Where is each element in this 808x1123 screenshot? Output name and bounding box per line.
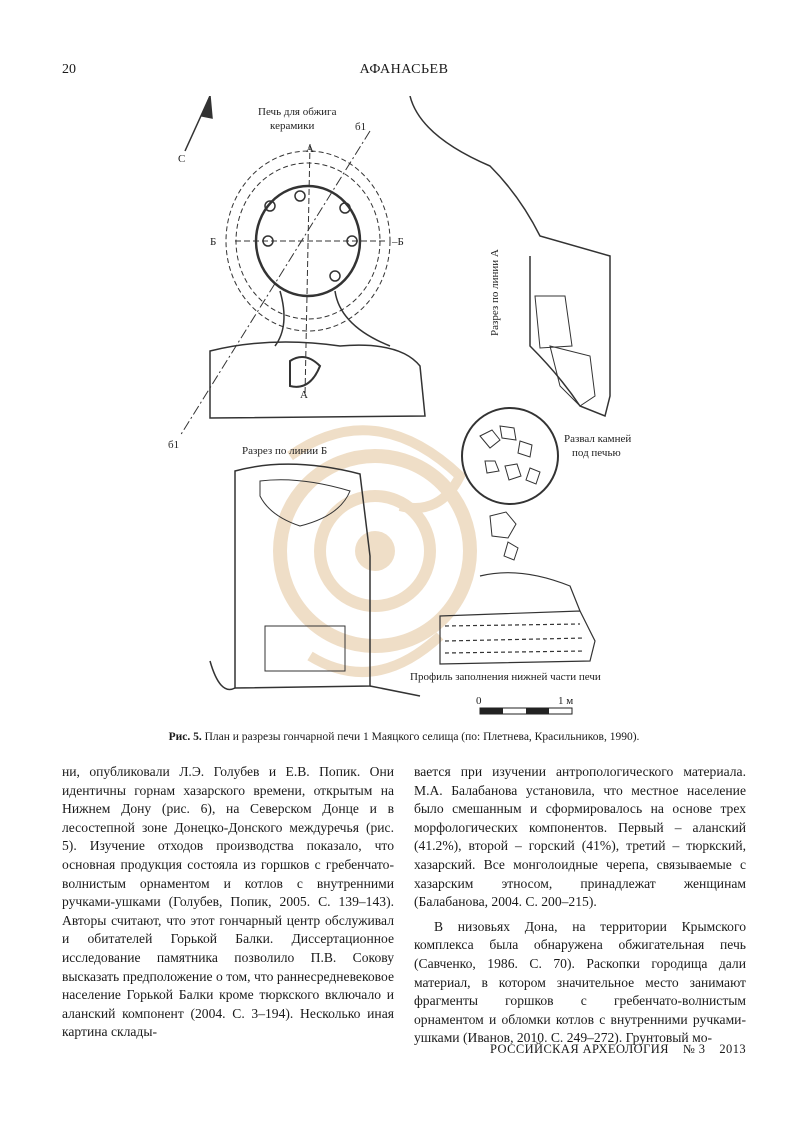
footer-journal: РОССИЙСКАЯ АРХЕОЛОГИЯ — [490, 1042, 669, 1056]
right-column-paragraph-1: вается при изучении антропологического материала. М.А. Балабанова установила, что местное население было смешанным и сформировалось на основе трех морфологических компонентов. Первый – аланский (41.2%), второй – горский (41%), третий – тюркский, хазарский. Все монголоидные черепа, связываемые с хазарским этносом, принадлежат женщинам (Балабанова, 2004. С. 200–215). — [414, 764, 746, 910]
figure-caption — [62, 731, 746, 743]
body-column-left — [62, 763, 394, 1042]
watermark-emblem — [280, 430, 470, 672]
section-a-drawing — [410, 96, 610, 416]
label-kiln-2: керамики — [270, 120, 315, 132]
running-head: АФАНАСЬЕВ — [359, 62, 449, 77]
label-a-bottom: А — [300, 389, 308, 401]
label-a-top: А — [306, 143, 314, 155]
page-header — [62, 62, 746, 82]
left-column-text: ни, опубликовали Л.Э. Голубев и Е.В. Попик. Они идентичны горнам хазарского времени, открытым на Нижнем Дону (рис. 6), на Северском Донце и в лесостепной зоне Донецко-Донского междуречья (рис. 5). Изучение отходов производства показало, что основная продукция состояла из горшков с гребенчато-волнистым орнаментом и котлов с внутренними ручками-ушками (Голубев, Попик, 2005. С. 139–143). Авторы считают, что этот гончарный центр обслуживал и обитателей Горькой Балки. Диссертационное исследование памятника позволило П.В. Сокову высказать предположение о том, что раннесредневековое население Горькой Балки кроме тюркского включало и аланский компонент (2004. С. 3–194). Несколько иная картина склады- — [62, 764, 394, 1040]
label-b-left: Б — [210, 236, 217, 248]
label-section-b: Разрез по линии Б — [242, 445, 328, 457]
label-kiln: Печь для обжига — [258, 106, 337, 118]
plan-view — [180, 96, 425, 436]
page-footer — [476, 1042, 746, 1057]
label-scale-zero: 0 — [476, 695, 482, 707]
caption-text: План и разрезы гончарной печи 1 Маяцкого селища (по: Плетнева, Красильников, 1990). — [201, 731, 640, 743]
label-b1-bottom: б1 — [168, 439, 180, 451]
right-column-paragraph-2: В низовьях Дона, на территории Крымского комплекса была обнаружена обжигательная печь (Савченко, 1986. С. 70). Раскопки городища дали материал, в котором значительное место занимают фрагменты горшков с гребенчато-волнистым орнаментом и обломки котлов с внутренними ручками-ушками (Иванов, 2010. С. 249–272). Грунтовый мо- — [414, 918, 746, 1046]
footer-issue: № 3 — [682, 1042, 706, 1056]
figure-kiln-plan — [140, 96, 660, 726]
kiln-drawing — [140, 96, 660, 726]
footer-year: 2013 — [719, 1042, 746, 1056]
label-section-a: Разрез по линии А — [489, 249, 501, 336]
stones-scatter — [462, 408, 558, 560]
label-b-right: –Б — [392, 236, 404, 248]
label-scale-one: 1 м — [558, 695, 574, 707]
label-stones-2: под печью — [572, 447, 621, 459]
scale-bar — [480, 708, 572, 714]
body-column-right — [414, 763, 746, 1048]
label-profile: Профиль заполнения нижней части печи — [410, 671, 601, 683]
page-number: 20 — [62, 62, 76, 77]
label-north: С — [178, 153, 186, 165]
label-b1-top: б1 — [355, 121, 367, 133]
caption-label: Рис. 5. — [168, 731, 202, 743]
label-stones: Развал камней — [564, 433, 632, 445]
